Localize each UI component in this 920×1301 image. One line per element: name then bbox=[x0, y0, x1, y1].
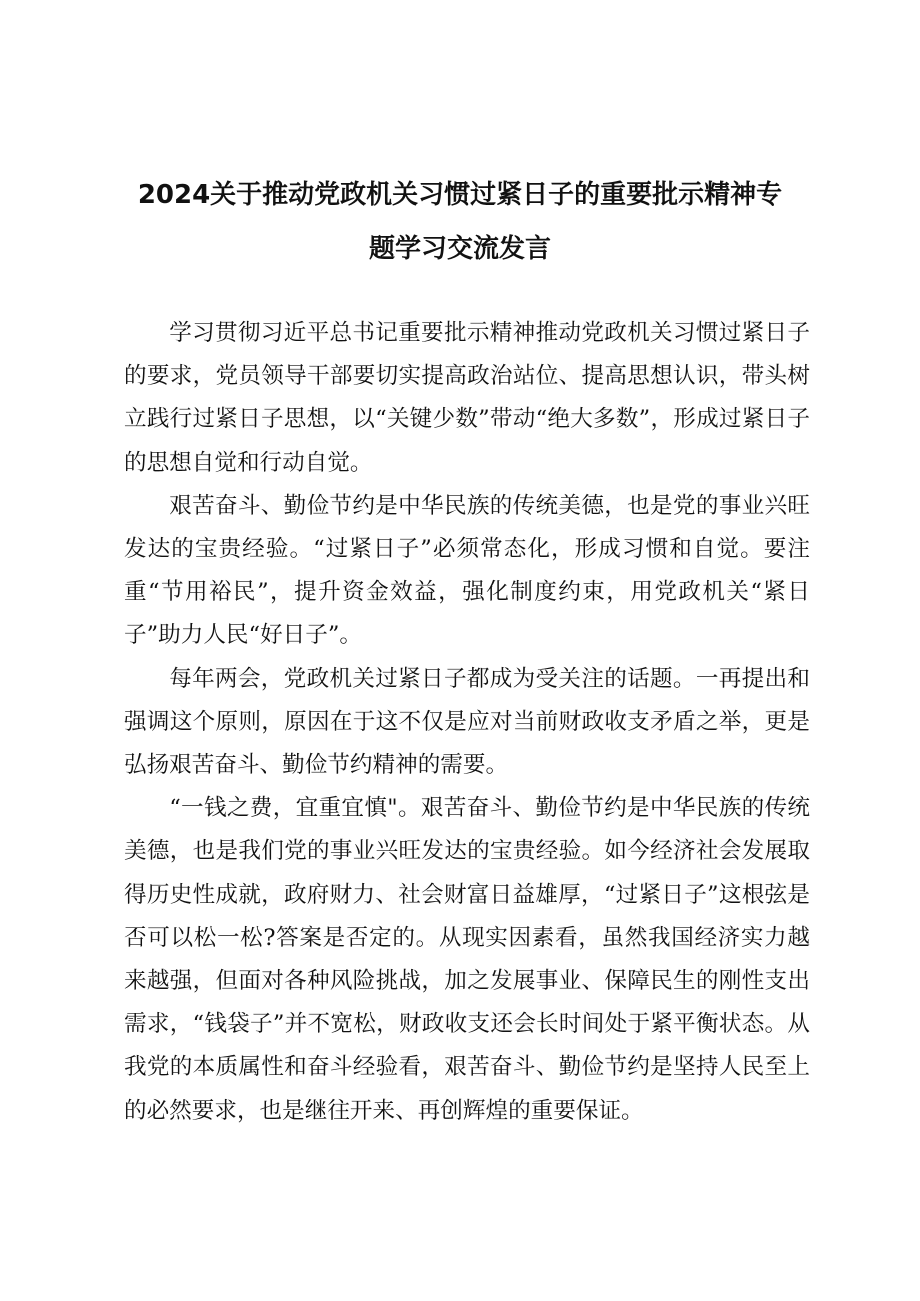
document-title bbox=[110, 168, 810, 276]
paragraph-1: 学习贯彻习近平总书记重要批示精神推动党政机关习惯过紧日子的要求，党员领导干部要切实提高政治站位、提高思想认识，带头树立践行过紧日子思想，以“关键少数”带动“绝大多数”，形成过紧日子的思想自觉和行动自觉。 bbox=[124, 320, 810, 476]
title-line-1: 2024关于推动党政机关习惯过紧日子的重要批示精神专 bbox=[137, 180, 783, 210]
title-line-2: 题学习交流发言 bbox=[368, 234, 551, 264]
paragraph-4: “一钱之费，宜重宜慎"。艰苦奋斗、勤俭节约是中华民族的传统美德，也是我们党的事业兴旺发达的宝贵经验。如今经济社会发展取得历史性成就，政府财力、社会财富日益雄厚，“过紧日子”这根弦是否可以松一松?答案是否定的。从现实因素看，虽然我国经济实力越来越强，但面对各种风险挑战，加之发展事业、保障民生的刚性支出需求，“钱袋子”并不宽松，财政收支还会长时间处于紧平衡状态。从我党的本质属性和奋斗经验看，艰苦奋斗、勤俭节约是坚持人民至上的必然要求，也是继往开来、再创辉煌的重要保证。 bbox=[124, 795, 810, 1124]
paragraph-3: 每年两会，党政机关过紧日子都成为受关注的话题。一再提出和强调这个原则，原因在于这不仅是应对当前财政收支矛盾之举，更是弘扬艰苦奋斗、勤俭节约精神的需要。 bbox=[124, 665, 810, 779]
paragraph-2: 艰苦奋斗、勤俭节约是中华民族的传统美德，也是党的事业兴旺发达的宝贵经验。“过紧日子”必须常态化，形成习惯和自觉。要注重“节用裕民”，提升资金效益，强化制度约束，用党政机关“紧日子”助力人民“好日子”。 bbox=[124, 492, 810, 649]
document-body bbox=[124, 312, 810, 1133]
